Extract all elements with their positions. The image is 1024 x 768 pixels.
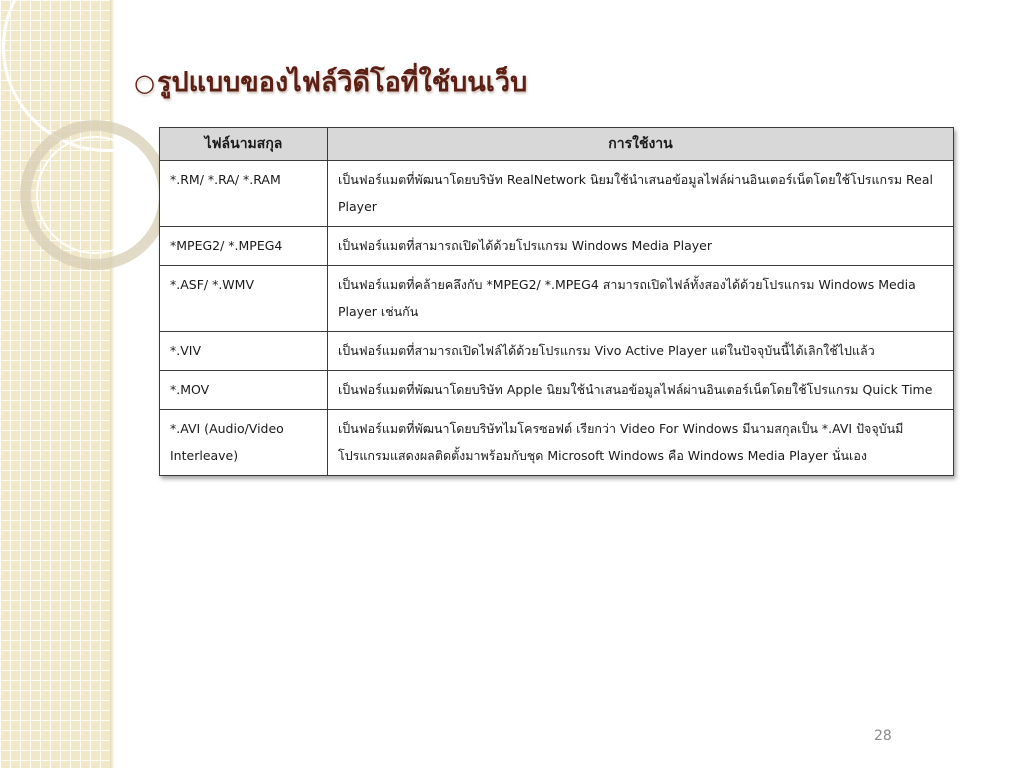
usage-cell: เป็นฟอร์แมตที่พัฒนาโดยบริษัท Apple นิยมใช้นำเสนอข้อมูลไฟล์ผ่านอินเตอร์เน็ตโดยใช้โปรแกรม Quick Time bbox=[328, 371, 954, 410]
usage-cell: เป็นฟอร์แมตที่สามารถเปิดไฟล์ได้ด้วยโปรแกรม Vivo Active Player แต่ในปัจจุบันนี้ได้เลิกใช้ไปแล้ว bbox=[328, 332, 954, 371]
usage-cell: เป็นฟอร์แมตที่คล้ายคลึงกับ *MPEG2/ *.MPEG4 สามารถเปิดไฟล์ทั้งสองได้ด้วยโปรแกรม Windows Media Player เช่นกัน bbox=[328, 266, 954, 332]
extension-cell: *.ASF/ *.WMV bbox=[160, 266, 328, 332]
slide-title bbox=[134, 60, 527, 103]
table-row bbox=[160, 266, 954, 332]
table-row bbox=[160, 227, 954, 266]
usage-cell: เป็นฟอร์แมตที่สามารถเปิดได้ด้วยโปรแกรม Windows Media Player bbox=[328, 227, 954, 266]
column-header-usage: การใช้งาน bbox=[328, 128, 954, 161]
column-header-extension: ไฟล์นามสกุล bbox=[160, 128, 328, 161]
table-row bbox=[160, 371, 954, 410]
extension-cell: *.MOV bbox=[160, 371, 328, 410]
extension-cell: *.RM/ *.RA/ *.RAM bbox=[160, 161, 328, 227]
extension-cell: *MPEG2/ *.MPEG4 bbox=[160, 227, 328, 266]
extension-cell: *.VIV bbox=[160, 332, 328, 371]
usage-cell: เป็นฟอร์แมตที่พัฒนาโดยบริษัท RealNetwork นิยมใช้นำเสนอข้อมูลไฟล์ผ่านอินเตอร์เน็ตโดยใช้โปรแกรม Real Player bbox=[328, 161, 954, 227]
table-row bbox=[160, 161, 954, 227]
table-container bbox=[159, 127, 953, 476]
usage-cell: เป็นฟอร์แมตที่พัฒนาโดยบริษัทไมโครซอฟต์ เรียกว่า Video For Windows มีนามสกุลเป็น *.AVI ปัจจุบันมีโปรแกรมแสดงผลติดตั้งมาพร้อมกับชุด Microsoft Windows คือ Windows Media Player นั่นเอง bbox=[328, 410, 954, 476]
table-header-row bbox=[160, 128, 954, 161]
slide-title-text: รูปแบบของไฟล์วิดีโอที่ใช้บนเว็บ bbox=[156, 67, 528, 98]
table-row bbox=[160, 410, 954, 476]
video-format-table bbox=[159, 127, 954, 476]
table-row bbox=[160, 332, 954, 371]
page-number: 28 bbox=[874, 728, 892, 744]
extension-cell: *.AVI (Audio/Video Interleave) bbox=[160, 410, 328, 476]
decorative-ring-inner bbox=[36, 136, 154, 254]
title-bullet-icon: ○ bbox=[134, 69, 155, 97]
table-body bbox=[160, 161, 954, 476]
table-header bbox=[160, 128, 954, 161]
